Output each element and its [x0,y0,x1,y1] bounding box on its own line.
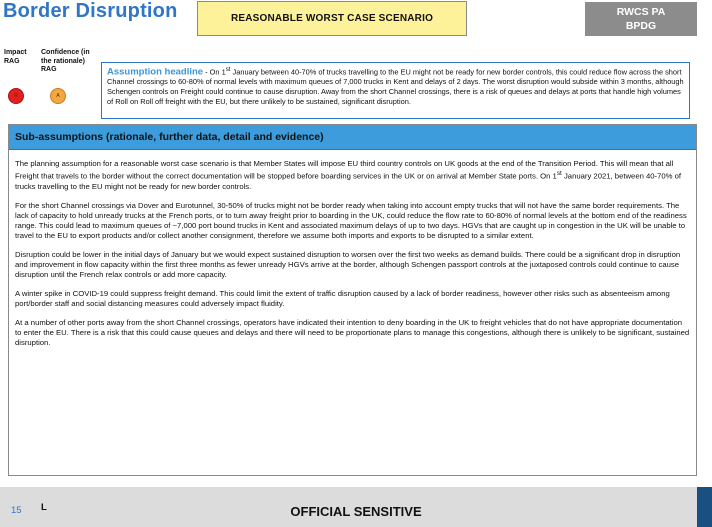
assumption-headline-label: Assumption headline [107,66,204,78]
rwcs-badge [585,2,697,36]
paragraph-1-superscript: st [556,170,562,178]
confidence-rag-indicator [50,88,66,104]
assumption-headline-box [101,62,690,119]
sub-assumptions-body [9,150,696,349]
sub-assumptions-header: Sub-assumptions (rationale, further data, detail and evidence) [9,125,696,150]
page-title: Border Disruption [3,0,178,22]
paragraph-1 [15,159,690,192]
impact-rag-letter: R [14,93,18,99]
impact-rag-label: Impact RAG [4,49,27,65]
footer-marker: L [41,502,47,513]
headline-separator: - [203,67,210,77]
headline-superscript: st [225,66,231,73]
footer-accent-bar [697,487,712,527]
footer [0,487,712,527]
scenario-label-text: REASONABLE WORST CASE SCENARIO [230,13,434,24]
paragraph-1-start: The planning assumption for a reasonable worst case scenario is that Member States will impose EU third country controls on UK goods at the end of the Transition Period. This will mean that all Freight that travels to the border without the correct documentation will be stopped before boarding services in the UK or on arrival at Member State ports. On 1 [15,159,674,181]
paragraph-1-end: January 2021, between 40-70% of trucks travelling to the EU might not be ready for new border controls. [15,171,682,191]
classification-label: OFFICIAL SENSITIVE [290,504,422,519]
paragraph-2: For the short Channel crossings via Dover and Eurotunnel, 30-50% of trucks might not be border ready when taking into account empty trucks that will not have the same border requirements. The lack of capacity to hold unready trucks at the French ports, or to turn away freight prior to boarding in the UK, could reduce the flow rate to 60-80% of normal levels at the bottom end of the readiness range. This could lead to maximum queues of ~7,000 port bound trucks in Kent and associated maximum delays of up to two days. HGVs that are caught up in congestion in the UK will be unable to travel to the EU to export products and/or collect another consignment, therefore we assume both imports and exports to be disrupted to a similar extent. [15,200,687,241]
impact-rag-indicator [8,88,24,104]
rwcs-line-1: RWCS PA [616,6,666,18]
headline-text-end: January between 40-70% of trucks travelling to the EU might not be ready for new border controls, this could reduce flow across the short Channel crossings to 60-80% of normal levels with maximum queues of 7,000 trucks in Kent and delays of 2 days. The worst disruption would subside within 3 months, although Schengen controls on Freight could continue to cause disruption. Away from the short Channel crossings, there is a risk of queues and delays at ports that handle high volumes of Roll on Roll off freight with the EU, but there unlikely to be sustained, significant disruption. [107,67,684,107]
sub-assumptions-panel [8,124,697,476]
paragraph-5: At a number of other ports away from the short Channel crossings, operators have indicated their intention to deny boarding in the UK to freight vehicles that do not have appropriate documentation to enter the EU. There is a risk that this could cause queues and delays and there will need to be proportionate plans to manage this congestions, although there is unlikely to be significant, sustained disruption. [15,318,690,348]
confidence-rag-letter: A [56,93,60,99]
rwcs-line-2: BPDG [625,20,657,32]
scenario-label [197,1,467,36]
page-number: 15 [11,505,22,516]
paragraph-4: A winter spike in COVID-19 could suppress freight demand. This could limit the extent of traffic disruption caused by a lack of border readiness, however other risks such as absenteeism among port/border staff and social distancing measures could adversely impact fluidity. [15,289,670,309]
confidence-rag-label: Confidence (in the rationale) RAG [41,49,90,73]
headline-text-start: On 1 [209,67,226,77]
paragraph-3: Disruption could be lower in the initial days of January but we would expect sustained disruption to worsen over the first two weeks as demand builds. There could be a significant drop in disruption and improvement in flow capacity within the first three months as fewer unready HGVs arrive at the border, although Schengen passport controls at the juxtaposed controls could continue to cause disruption until the French relax controls or add more capacity. [15,249,681,280]
